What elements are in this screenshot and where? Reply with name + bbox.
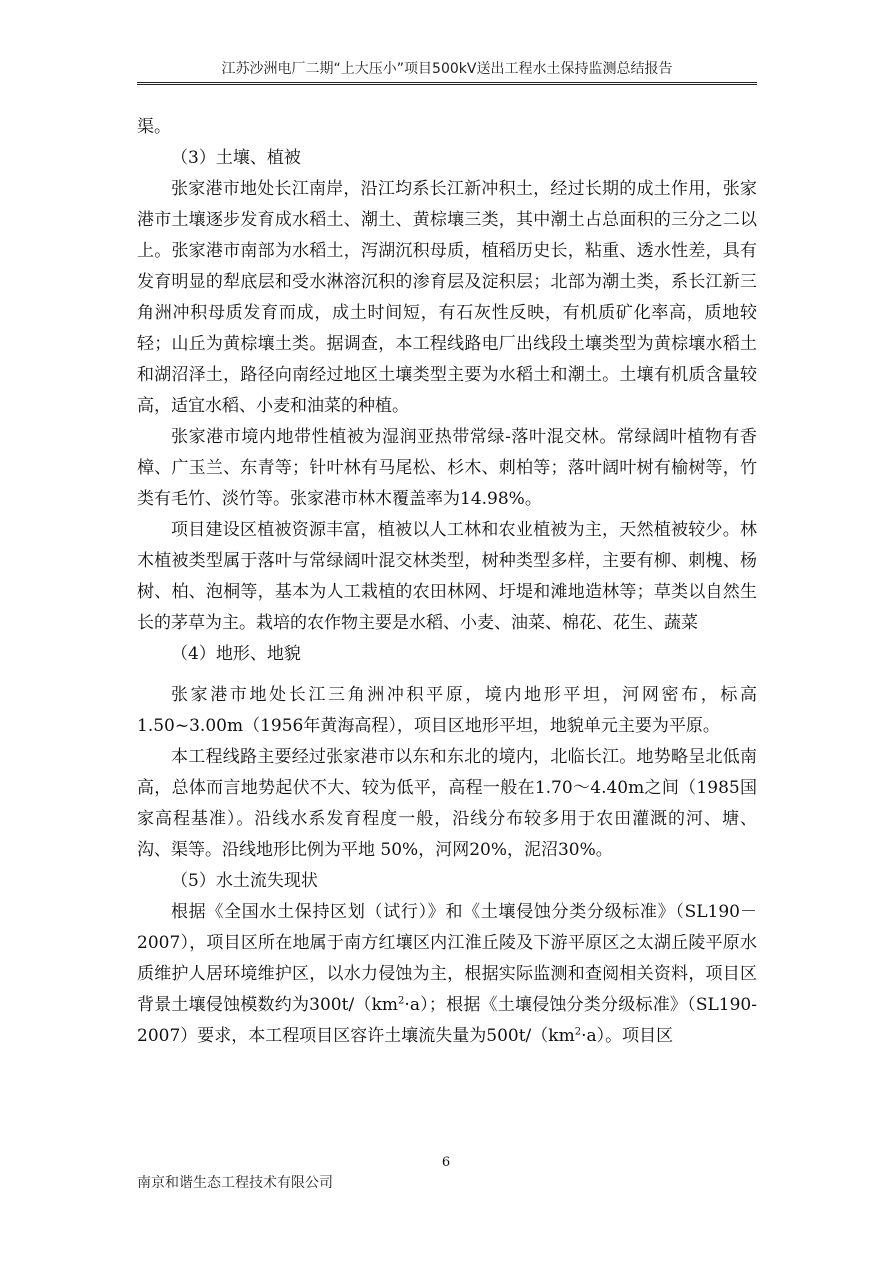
- paragraph-vegetation-project: 项目建设区植被资源丰富，植被以人工林和农业植被为主，天然植被较少。林木植被类型属于落叶与常绿阔叶混交林类型，树种类型多样，主要有柳、刺槐、杨树、柏、泡桐等，基本为人工栽植的农田林网、圩堤和滩地造林等；草类以自然生长的茅草为主。栽培的农作物主要是水稻、小麦、油菜、棉花、花生、蔬菜: [137, 520, 757, 633]
- report-body: [137, 112, 757, 1052]
- paragraph-soil: 张家港市地处长江南岸，沿江均系长江新冲积土，经过长期的成土作用，张家港市土壤逐步发育成水稻土、潮土、黄棕壤三类，其中潮土占总面积的三分之二以上。张家港市南部为水稻土，泻湖沉积母质，植稻历史长，粘重、透水性差，具有发育明显的犁底层和受水淋溶沉积的渗育层及淀积层；北部为潮土类，系长江新三角洲冲积母质发育而成，成土时间短，有石灰性反映，有机质矿化率高，质地较轻；山丘为黄棕壤土类。据调查，本工程线路电厂出线段土壤类型为黄棕壤水稻土和湖沼泽土，路径向南经过地区土壤类型主要为水稻土和潮土。土壤有机质含量较高，适宜水稻、小麦和油菜的种植。: [137, 179, 757, 416]
- erosion-text-2: ·a）；根据《土壤侵蚀分类分级标准》（SL190-2007）要求，本工程项目区容许土壤流失量为500t/（km: [137, 995, 757, 1046]
- paragraph-vegetation-city: 张家港市境内地带性植被为湿润亚热带常绿-落叶混交林。常绿阔叶植物有香樟、广玉兰、东青等；针叶林有马尾松、杉木、刺柏等；落叶阔叶树有榆树等，竹类有毛竹、淡竹等。张家港市林木覆盖率为14.98%。: [137, 427, 757, 509]
- erosion-text-3: ·a）。项目区: [581, 1026, 674, 1046]
- page-number: 6: [441, 1155, 451, 1170]
- paragraph-terrain-route: 本工程线路主要经过张家港市以东和东北的境内，北临长江。地势略呈北低南高，总体而言地势起伏不大、较为低平，高程一般在1.70～4.40m之间（1985国家高程基准）。沿线水系发育程度一般，沿线分布较多用于农田灌溉的河、塘、沟、渠等。沿线地形比例为平地 50%，河网20%，泥沼30%。: [137, 747, 757, 860]
- superscript-2: 2: [398, 995, 405, 1007]
- header-rule-double: [137, 84, 757, 85]
- section-heading-terrain: （4）地形、地貌: [171, 644, 301, 664]
- paragraph-terrain-city: 张家港市地处长江三角洲冲积平原，境内地形平坦，河网密布，标高1.50~3.00m（1956年黄海高程），项目区地形平坦，地貌单元主要为平原。: [137, 685, 757, 736]
- section-heading-erosion: （5）水土流失现状: [171, 871, 318, 891]
- footer-company: 南京和谐生态工程技术有限公司: [137, 1175, 333, 1191]
- report-header-title: 江苏沙洲电厂二期“上大压小”项目500kV送出工程水土保持监测总结报告: [221, 61, 673, 77]
- superscript-2: 2: [574, 1026, 582, 1038]
- continuation-text: 渠。: [137, 117, 171, 137]
- section-heading-soil-vegetation: （3）土壤、植被: [171, 148, 301, 168]
- erosion-text-1: 根据《全国水土保持区划（试行）》和《土壤侵蚀分类分级标准》（SL190－2007），项目区所在地属于南方红壤区内江淮丘陵及下游平原区之太湖丘陵平原水质维护人居环境维护区，以水力侵蚀为主，根据实际监测和查阅相关资料，项目区背景土壤侵蚀模数约为300t/（km: [137, 902, 757, 1015]
- header-rule: [137, 82, 757, 83]
- paragraph-erosion: [137, 897, 757, 1052]
